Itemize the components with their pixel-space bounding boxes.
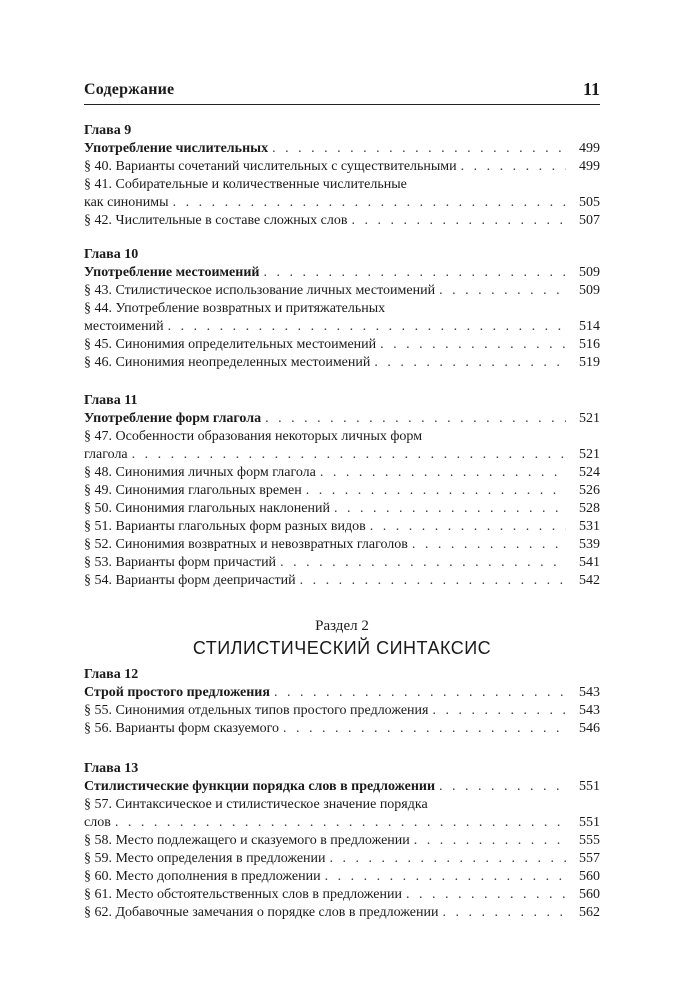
toc-page-number: 557 xyxy=(579,851,600,866)
toc-entry-text: § 60. Место дополнения в предложении xyxy=(84,869,321,884)
toc-entry-text: § 43. Стилистическое использование личных местоимений xyxy=(84,283,436,298)
toc-page-number: 546 xyxy=(579,721,600,736)
toc-entry-text: § 45. Синонимия определительных местоимений xyxy=(84,337,377,352)
toc-entry-line xyxy=(84,354,600,372)
dot-leader xyxy=(380,336,566,354)
chapter-title-entry[interactable] xyxy=(84,778,600,796)
section-title: СТИЛИСТИЧЕСКИЙ СИНТАКСИС xyxy=(192,638,492,658)
toc-entry[interactable] xyxy=(84,282,600,300)
toc-entry-line xyxy=(84,536,600,554)
toc-entry[interactable] xyxy=(84,868,600,886)
chapter-block xyxy=(84,666,600,738)
toc-entry-first-line: § 44. Употребление возвратных и притяжательных xyxy=(84,301,386,316)
toc-entry[interactable] xyxy=(84,850,600,868)
toc-page-number: 526 xyxy=(579,483,600,498)
dot-leader xyxy=(351,212,566,230)
toc-entry-text: § 40. Варианты сочетаний числительных с существительными xyxy=(84,159,457,174)
dot-leader xyxy=(274,684,566,702)
toc-entry-text: Стилистические функции порядка слов в предложении xyxy=(84,779,436,794)
toc-entry-first-line: § 57. Синтаксическое и стилистическое значение порядка xyxy=(84,797,428,812)
dot-leader xyxy=(432,702,566,720)
toc-page-number: 499 xyxy=(579,159,600,174)
toc-entry-line xyxy=(84,684,600,702)
dot-leader xyxy=(412,536,566,554)
toc-entry[interactable] xyxy=(84,904,600,922)
toc-entry-line xyxy=(84,318,600,336)
toc-entry-text: слов xyxy=(84,815,111,830)
toc-page-number: 562 xyxy=(579,905,600,920)
toc-entry-line xyxy=(84,500,600,518)
toc-entry-text: § 55. Синонимия отдельных типов простого предложения xyxy=(84,703,429,718)
toc-page-number: 521 xyxy=(579,411,600,426)
toc-page-number: 519 xyxy=(579,355,600,370)
chapter-title-entry[interactable] xyxy=(84,140,600,158)
running-head xyxy=(84,80,600,105)
dot-leader xyxy=(280,554,566,572)
dot-leader xyxy=(263,264,566,282)
dot-leader xyxy=(442,904,566,922)
toc-entry[interactable] xyxy=(84,832,600,850)
dot-leader xyxy=(132,446,566,464)
chapter-title-entry[interactable] xyxy=(84,264,600,282)
toc-entry-text: § 56. Варианты форм сказуемого xyxy=(84,721,280,736)
toc-entry-text: § 54. Варианты форм деепричастий xyxy=(84,573,296,588)
chapter-label: Глава 10 xyxy=(84,247,139,262)
toc-entry-line xyxy=(84,814,600,832)
toc-entry[interactable] xyxy=(84,428,600,464)
dot-leader xyxy=(439,778,566,796)
toc-entry-line xyxy=(84,446,600,464)
toc-entry-text: Употребление форм глагола xyxy=(84,411,262,426)
chapter-label: Глава 9 xyxy=(84,123,132,138)
chapter-block xyxy=(84,122,600,230)
toc-entry-line xyxy=(84,572,600,590)
chapter-label: Глава 12 xyxy=(84,667,139,682)
chapter-block xyxy=(84,246,600,372)
toc-entry[interactable] xyxy=(84,796,600,832)
toc-entry-line xyxy=(84,778,600,796)
toc-entry-line xyxy=(84,850,600,868)
toc-entry[interactable] xyxy=(84,500,600,518)
toc-entry[interactable] xyxy=(84,720,600,738)
toc-entry-text: Употребление числительных xyxy=(84,141,269,156)
toc-entry-text: § 61. Место обстоятельственных слов в предложении xyxy=(84,887,402,902)
toc-entry-text: § 46. Синонимия неопределенных местоимений xyxy=(84,355,371,370)
toc-entry-line xyxy=(84,832,600,850)
dot-leader xyxy=(265,410,566,428)
toc-entry-line xyxy=(84,140,600,158)
toc-entry-text: § 51. Варианты глагольных форм разных видов xyxy=(84,519,366,534)
toc-entry-first-line: § 41. Собирательные и количественные числительные xyxy=(84,177,407,192)
toc-entry[interactable] xyxy=(84,464,600,482)
dot-leader xyxy=(439,282,566,300)
chapter-title-entry[interactable] xyxy=(84,410,600,428)
toc-page-number: 509 xyxy=(579,265,600,280)
section-heading xyxy=(84,616,600,660)
toc-entry-text: § 53. Варианты форм причастий xyxy=(84,555,277,570)
toc-entry[interactable] xyxy=(84,212,600,230)
toc-page-number: 524 xyxy=(579,465,600,480)
section-label: Раздел 2 xyxy=(315,618,369,634)
toc-entry[interactable] xyxy=(84,176,600,212)
toc-entry-line xyxy=(84,212,600,230)
toc-page-number: 555 xyxy=(579,833,600,848)
toc-entry-line xyxy=(84,336,600,354)
toc-entry[interactable] xyxy=(84,536,600,554)
chapter-label: Глава 13 xyxy=(84,761,139,776)
toc-page-number: 560 xyxy=(579,887,600,902)
toc-page-number: 521 xyxy=(579,447,600,462)
toc-page-number: 543 xyxy=(579,703,600,718)
toc-entry-line xyxy=(84,194,600,212)
dot-leader xyxy=(320,464,566,482)
toc-entry-line xyxy=(84,702,600,720)
toc-page-number: 531 xyxy=(579,519,600,534)
dot-leader xyxy=(272,140,566,158)
toc-entry-line xyxy=(84,904,600,922)
toc-entry-line xyxy=(84,482,600,500)
toc-page-number: 507 xyxy=(579,213,600,228)
toc-entry[interactable] xyxy=(84,518,600,536)
dot-leader xyxy=(414,832,566,850)
chapter-label: Глава 11 xyxy=(84,393,138,408)
chapter-title-entry[interactable] xyxy=(84,684,600,702)
toc-entry[interactable] xyxy=(84,886,600,904)
toc-entry[interactable] xyxy=(84,300,600,336)
chapter-block xyxy=(84,392,600,590)
page-number: 11 xyxy=(582,79,600,99)
toc-page-number: 560 xyxy=(579,869,600,884)
toc-entry-text: § 42. Числительные в составе сложных слов xyxy=(84,213,348,228)
toc-page-number: 509 xyxy=(579,283,600,298)
dot-leader xyxy=(330,850,566,868)
toc-page-number: 516 xyxy=(579,337,600,352)
dot-leader xyxy=(374,354,566,372)
toc-entry-text: § 49. Синонимия глагольных времен xyxy=(84,483,302,498)
toc-page-number: 528 xyxy=(579,501,600,516)
dot-leader xyxy=(461,158,566,176)
toc-entry[interactable] xyxy=(84,702,600,720)
dot-leader xyxy=(168,318,566,336)
toc-entry-text: § 58. Место подлежащего и сказуемого в предложении xyxy=(84,833,410,848)
toc-entry[interactable] xyxy=(84,572,600,590)
toc-entry[interactable] xyxy=(84,354,600,372)
dot-leader xyxy=(370,518,566,536)
toc-entry-line xyxy=(84,720,600,738)
toc-entry-line xyxy=(84,554,600,572)
toc-entry-first-line: § 47. Особенности образования некоторых личных форм xyxy=(84,429,423,444)
toc-page-number: 505 xyxy=(579,195,600,210)
dot-leader xyxy=(406,886,566,904)
dot-leader xyxy=(306,482,566,500)
dot-leader xyxy=(283,720,566,738)
toc-entry-text: Употребление местоимений xyxy=(84,265,260,280)
chapter-block xyxy=(84,760,600,922)
toc-entry-text: местоимений xyxy=(84,319,164,334)
toc-entry-text: Строй простого предложения xyxy=(84,685,270,700)
toc-entry[interactable] xyxy=(84,482,600,500)
toc-entry-line xyxy=(84,282,600,300)
dot-leader xyxy=(334,500,566,518)
toc-entry-line xyxy=(84,868,600,886)
toc-entry[interactable] xyxy=(84,336,600,354)
toc-page-number: 551 xyxy=(579,779,600,794)
toc-page-number: 543 xyxy=(579,685,600,700)
toc-entry-text: § 48. Синонимия личных форм глагола xyxy=(84,465,316,480)
toc-page-number: 499 xyxy=(579,141,600,156)
dot-leader xyxy=(325,868,566,886)
toc-entry-line xyxy=(84,264,600,282)
toc-page-number: 541 xyxy=(579,555,600,570)
toc-entry-text: как синонимы xyxy=(84,195,169,210)
toc-entry-line xyxy=(84,886,600,904)
running-head-title: Содержание xyxy=(84,81,175,98)
toc-entry-text: § 52. Синонимия возвратных и невозвратных глаголов xyxy=(84,537,408,552)
toc-entry-text: § 50. Синонимия глагольных наклонений xyxy=(84,501,330,516)
dot-leader xyxy=(173,194,566,212)
toc-entry-line xyxy=(84,410,600,428)
toc-entry-text: глагола xyxy=(84,447,128,462)
toc-entry-line xyxy=(84,158,600,176)
toc-page-number: 551 xyxy=(579,815,600,830)
toc-entry[interactable] xyxy=(84,554,600,572)
toc-page-number: 542 xyxy=(579,573,600,588)
toc-entry-text: § 62. Добавочные замечания о порядке слов в предложении xyxy=(84,905,439,920)
toc-page-number: 539 xyxy=(579,537,600,552)
toc-entry-text: § 59. Место определения в предложении xyxy=(84,851,326,866)
toc-entry-line xyxy=(84,464,600,482)
toc-entry-line xyxy=(84,518,600,536)
toc-page-number: 514 xyxy=(579,319,600,334)
dot-leader xyxy=(115,814,566,832)
toc-entry[interactable] xyxy=(84,158,600,176)
dot-leader xyxy=(300,572,566,590)
